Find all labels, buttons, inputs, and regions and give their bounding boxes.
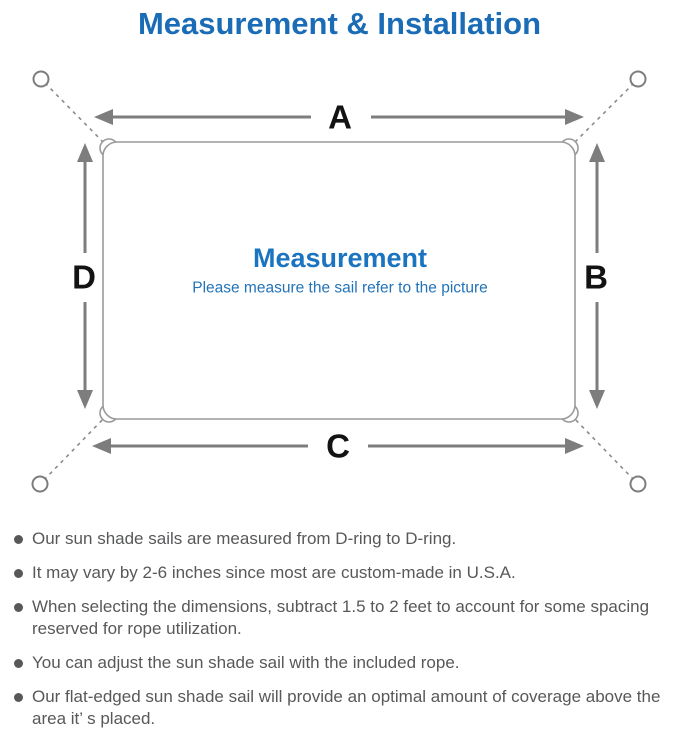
list-item	[14, 596, 669, 640]
anchor-ring-icon	[34, 72, 49, 87]
anchor-ring-icon	[631, 477, 646, 492]
dashed-rope-line	[571, 83, 634, 146]
list-item	[14, 562, 669, 584]
dimension-label-a: A	[328, 98, 352, 136]
anchor-ring-icon	[631, 72, 646, 87]
notes-list	[0, 528, 679, 742]
note-text: It may vary by 2-6 inches since most are custom-made in U.S.A.	[32, 563, 516, 582]
dashed-rope-line	[571, 415, 634, 480]
arrowhead-down-icon	[77, 390, 93, 409]
diagram-center-title: Measurement	[252, 243, 428, 273]
list-item	[14, 652, 669, 674]
bullet-icon	[14, 603, 23, 612]
dimension-label-b: B	[584, 258, 608, 296]
bullet-icon	[14, 693, 23, 702]
arrowhead-down-icon	[589, 390, 605, 409]
dashed-rope-line	[45, 83, 107, 146]
dimension-label-d: D	[72, 258, 96, 296]
page-title: Measurement & Installation	[137, 6, 542, 41]
bullet-icon	[14, 569, 23, 578]
note-text: You can adjust the sun shade sail with the included rope.	[32, 653, 460, 672]
list-item	[14, 686, 669, 730]
arrowhead-up-icon	[77, 143, 93, 162]
arrowhead-up-icon	[589, 143, 605, 162]
arrowhead-left-icon	[92, 438, 111, 454]
measurement-diagram	[0, 55, 679, 500]
arrowhead-right-icon	[565, 438, 584, 454]
bullet-icon	[14, 659, 23, 668]
anchor-ring-icon	[33, 477, 48, 492]
list-item	[14, 528, 669, 550]
arrowhead-right-icon	[565, 109, 584, 125]
note-text: Our flat-edged sun shade sail will provide an optimal amount of coverage above the area it’ s placed.	[32, 687, 661, 728]
arrowhead-left-icon	[94, 109, 113, 125]
diagram-center-subtitle: Please measure the sail refer to the picture	[192, 279, 488, 297]
dimension-label-c: C	[326, 427, 350, 465]
bullet-icon	[14, 535, 23, 544]
note-text: When selecting the dimensions, subtract 1.5 to 2 feet to account for some spacing reserved for rope utilization.	[32, 597, 650, 638]
note-text: Our sun shade sails are measured from D-ring to D-ring.	[32, 529, 457, 548]
